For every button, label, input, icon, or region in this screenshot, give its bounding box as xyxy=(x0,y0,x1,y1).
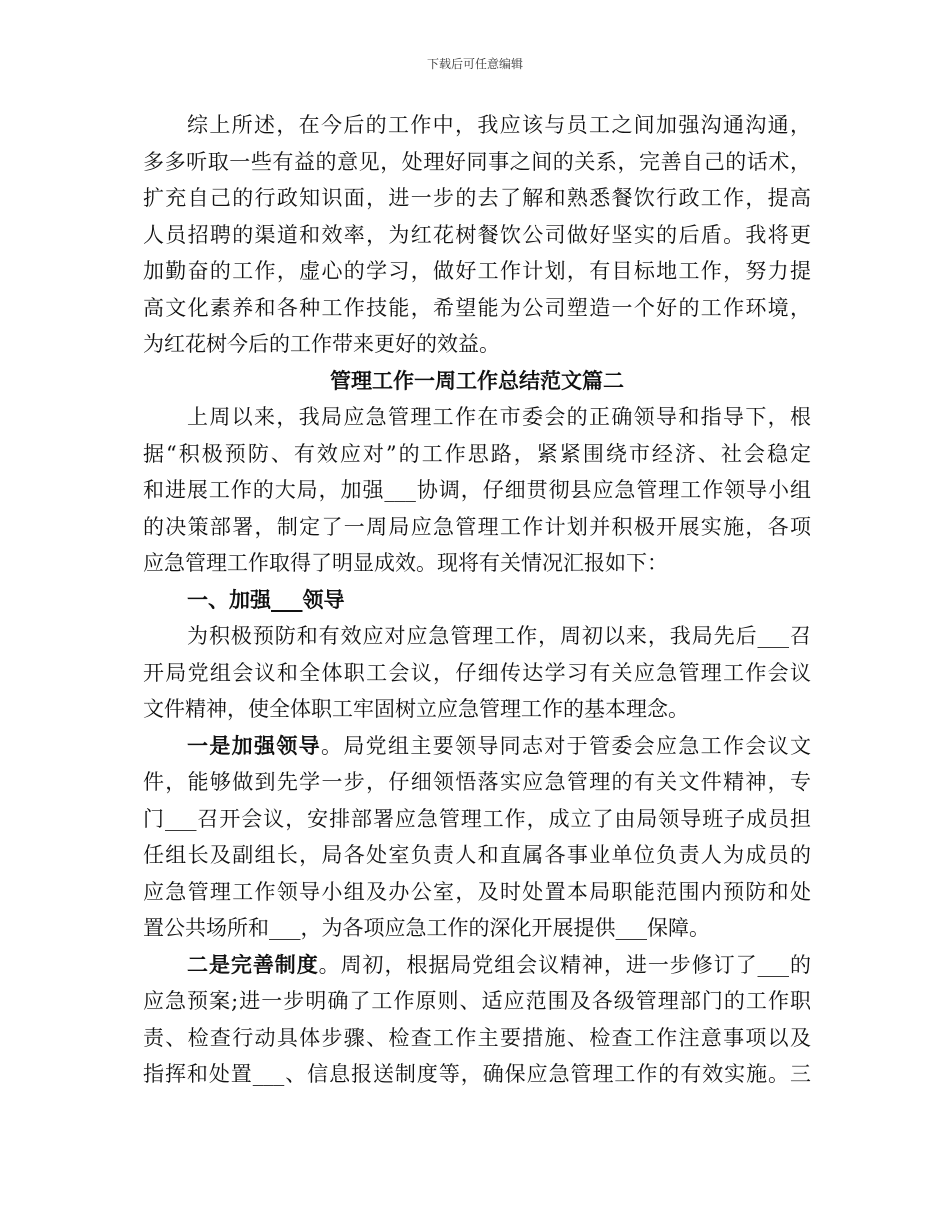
paragraph-line xyxy=(143,472,811,509)
line-text: 置公共场所和___，为各项应急工作的深化开展提供___保障。 xyxy=(143,916,710,940)
line-text: 的决策部署，制定了一周局应急管理工作计划并积极开展实施，各项 xyxy=(143,514,811,539)
line-text: 文件精神，使全体职工牢固树立应急管理工作的基本理念。 xyxy=(143,697,689,721)
paragraph-line xyxy=(143,874,811,911)
paragraph-line xyxy=(143,947,811,984)
paragraph-line xyxy=(143,764,811,801)
paragraph-line xyxy=(143,144,811,181)
paragraph-line xyxy=(143,837,811,874)
section-title xyxy=(143,363,811,400)
paragraph-line xyxy=(143,910,811,947)
paragraph-line xyxy=(143,618,811,655)
line-text: 据“积极预防、有效应对”的工作思路，紧紧围绕市经济、社会稳定 xyxy=(143,441,811,466)
paragraph-line xyxy=(143,217,811,254)
paragraph-line xyxy=(143,436,811,473)
lead-phrase: 二是完善制度 xyxy=(187,951,319,977)
line-text: 管理工作一周工作总结范文篇二 xyxy=(330,367,624,393)
line-text: 应急管理工作领导小组及办公室，及时处置本局职能范围内预防和处 xyxy=(143,879,811,904)
lead-phrase: 一是加强领导 xyxy=(187,732,321,758)
paragraph-line xyxy=(143,691,811,728)
line-text: 。周初，根据局党组会议精神，进一步修订了___的 xyxy=(318,952,811,977)
line-text: 人员招聘的渠道和效率，为红花树餐饮公司做好坚实的后盾。我将更 xyxy=(143,222,811,247)
line-text: 综上所述，在今后的工作中，我应该与员工之间加强沟通沟通， xyxy=(187,113,811,137)
line-text: 加勤奋的工作，虚心的学习，做好工作计划，有目标地工作，努力提 xyxy=(143,259,811,283)
paragraph-line xyxy=(143,728,811,765)
line-text: 开局党组会议和全体职工会议，仔细传达学习有关应急管理工作会议 xyxy=(143,660,811,685)
paragraph-line xyxy=(143,326,811,363)
line-text: 为红花树今后的工作带来更好的效益。 xyxy=(143,332,500,356)
line-text: 指挥和处置___、信息报送制度等，确保应急管理工作的有效实施。三 xyxy=(143,1062,811,1086)
line-text: 应急管理工作取得了明显成效。现将有关情况汇报如下： xyxy=(143,551,668,575)
paragraph-line xyxy=(143,545,811,582)
paragraph-line xyxy=(143,290,811,327)
line-text: 为积极预防和有效应对应急管理工作，周初以来，我局先后___召 xyxy=(187,624,811,648)
paragraph-line xyxy=(143,107,811,144)
page-header: 下载后可任意编辑 xyxy=(426,57,523,71)
line-text: 责、检查行动具体步骤、检查工作主要措施、检查工作注意事项以及 xyxy=(143,1025,811,1050)
paragraph-line xyxy=(143,1020,811,1057)
section-heading xyxy=(143,582,811,619)
paragraph-line xyxy=(143,983,811,1020)
line-text: 件，能够做到先学一步，仔细领悟落实应急管理的有关文件精神，专 xyxy=(143,770,811,794)
line-text: 任组长及副组长，局各处室负责人和直属各事业单位负责人为成员的 xyxy=(143,843,811,867)
line-text: 和进展工作的大局，加强___协调，仔细贯彻县应急管理工作领导小组 xyxy=(143,478,811,502)
line-text: 扩充自己的行政知识面，进一步的去了解和熟悉餐饮行政工作，提高 xyxy=(143,186,811,210)
line-text: 多多听取一些有益的意见，处理好同事之间的关系，完善自己的话术， xyxy=(143,149,811,174)
paragraph-line xyxy=(143,1056,811,1093)
line-text: 门___召开会议，安排部署应急管理工作，成立了由局领导班子成员担 xyxy=(143,806,811,831)
paragraph-line xyxy=(143,399,811,436)
line-text: 一、加强___领导 xyxy=(187,586,345,612)
paragraph-line xyxy=(143,253,811,290)
line-text: 高文化素养和各种工作技能，希望能为公司塑造一个好的工作环境， xyxy=(143,295,811,320)
paragraph-line xyxy=(143,655,811,692)
line-text: 应急预案;进一步明确了工作原则、适应范围及各级管理部门的工作职 xyxy=(143,989,811,1013)
document-body xyxy=(143,107,811,1093)
paragraph-line xyxy=(143,801,811,838)
paragraph-line xyxy=(143,509,811,546)
line-text: 上周以来，我局应急管理工作在市委会的正确领导和指导下，根 xyxy=(187,405,811,429)
line-text: 。局党组主要领导同志对于管委会应急工作会议文 xyxy=(321,733,811,758)
paragraph-line xyxy=(143,180,811,217)
